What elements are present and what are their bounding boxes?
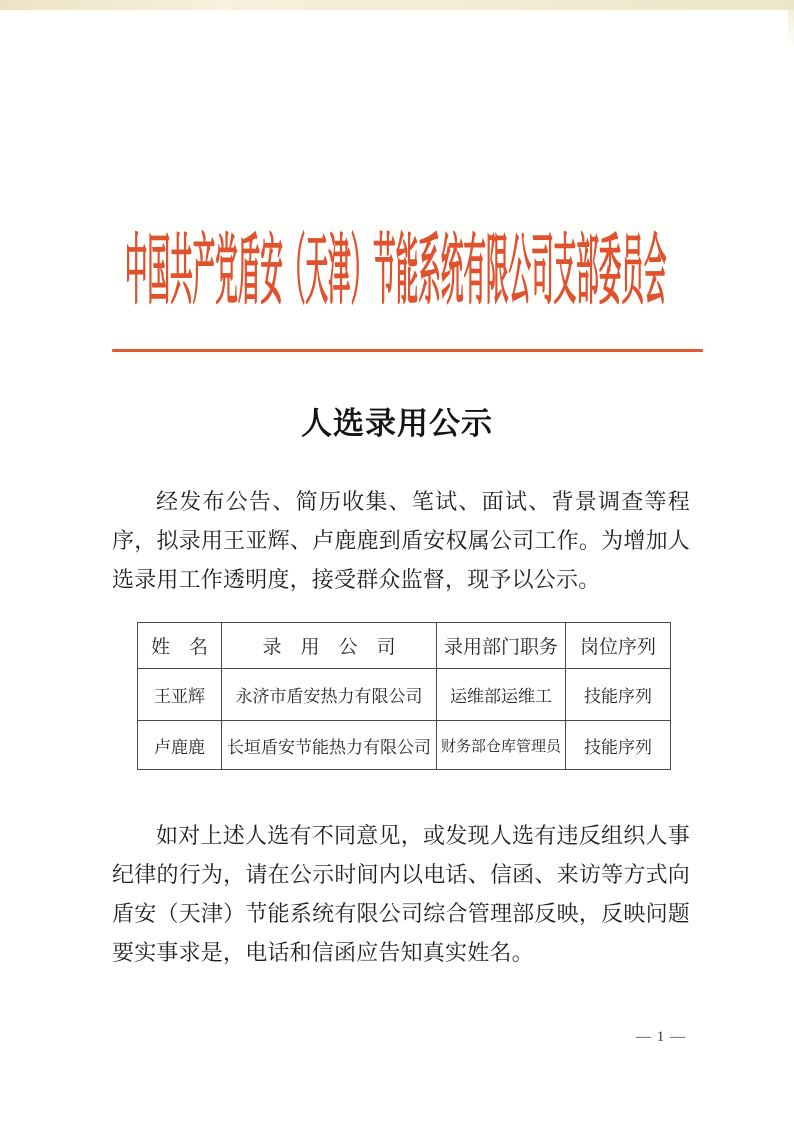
- scan-top-edge: [0, 0, 794, 10]
- cell-job-sequence: 技能序列: [566, 721, 671, 770]
- table-row: [138, 721, 671, 770]
- cell-department-position: 财务部仓库管理员: [437, 721, 566, 770]
- scan-right-edge: [788, 10, 794, 50]
- cell-name: 王亚辉: [138, 669, 222, 721]
- cell-job-sequence: 技能序列: [566, 669, 671, 721]
- cell-department-position: 运维部运维工: [437, 669, 566, 721]
- col-header-name: 姓 名: [138, 623, 222, 669]
- paragraph-feedback: 如对上述人选有不同意见，或发现人选有违反组织人事纪律的行为，请在公示时间内以电话、信函、来访等方式向盾安（天津）节能系统有限公司综合管理部反映，反映问题要实事求是，电话和信函应告知真实姓名。: [112, 823, 690, 965]
- cell-name: 卢鹿鹿: [138, 721, 222, 770]
- table-header-row: [138, 623, 671, 669]
- col-header-company: 录 用 公 司: [222, 623, 437, 669]
- letterhead-rule: [112, 349, 703, 352]
- paragraph-intro: 经发布公告、简历收集、笔试、面试、背景调查等程序，拟录用王亚辉、卢鹿鹿到盾安权属公司工作。为增加人选录用工作透明度，接受群众监督，现予以公示。: [112, 489, 690, 592]
- letterhead-org-title: 中国共产党盾安（天津）节能系统有限公司支部委员会: [125, 228, 667, 314]
- candidate-table: [137, 622, 671, 770]
- cell-company: 永济市盾安热力有限公司: [222, 669, 437, 721]
- table-row: [138, 669, 671, 721]
- col-header-job-sequence: 岗位序列: [566, 623, 671, 669]
- page-number: — 1 —: [636, 1029, 686, 1045]
- col-header-department-position: 录用部门职务: [437, 623, 566, 669]
- document-title: 人选录用公示: [301, 406, 493, 441]
- cell-company: 长垣盾安节能热力有限公司: [222, 721, 437, 770]
